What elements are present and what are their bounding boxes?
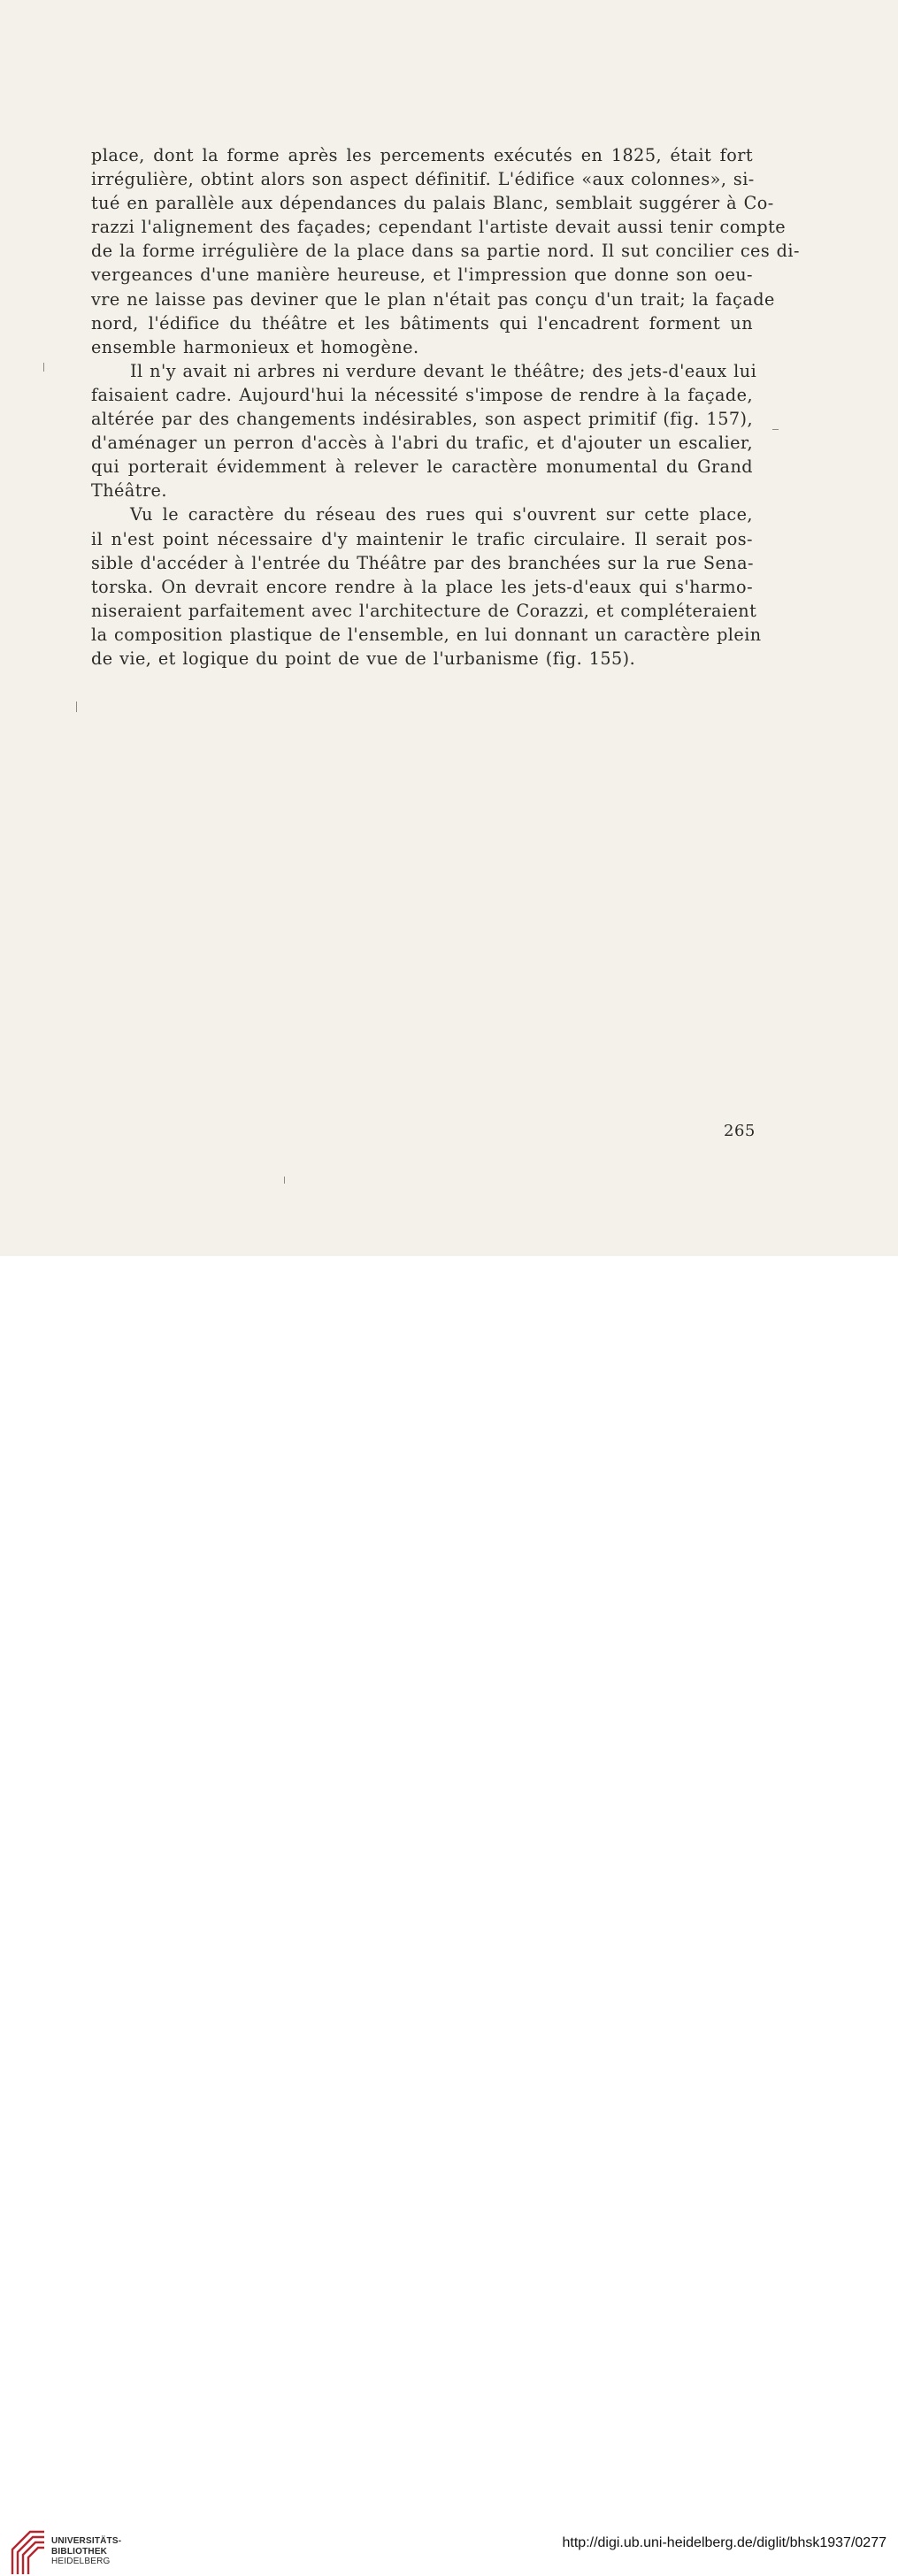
text-line: razzi l'alignement des façades; cependant l'artiste devait aussi tenir compte	[91, 217, 787, 238]
text-line: Théâtre.	[91, 480, 167, 502]
text-line: Il n'y avait ni arbres ni verdure devant le théâtre; des jets-d'eaux lui	[130, 360, 757, 381]
text-line: nord, l'édifice du théâtre et les bâtiments qui l'encadrent forment un	[91, 312, 753, 334]
text-line: place, dont la forme après les percements exécutés en 1825, était fort	[91, 145, 753, 165]
scan-mark	[76, 702, 77, 712]
text-line: vergeances d'une manière heureuse, et l'impression que donne son oeu-	[91, 264, 753, 286]
text-line: la composition plastique de l'ensemble, en lui donnant un caractère plein	[91, 624, 762, 645]
scanned-page	[0, 0, 898, 1256]
scan-mark	[284, 1177, 285, 1184]
library-name-line-2: BIBLIOTHEK	[51, 2546, 108, 2557]
library-name	[51, 2536, 121, 2567]
text-line: de la forme irrégulière de la place dans sa partie nord. Il sut concilier ces di-	[91, 241, 800, 262]
text-line: il n'est point nécessaire d'y maintenir le trafic circulaire. Il serait pos-	[91, 528, 753, 549]
text-line: faisaient cadre. Aujourd'hui la nécessité s'impose de rendre à la façade,	[91, 384, 753, 405]
page-url-link[interactable]: http://digi.ub.uni-heidelberg.de/diglit/bhsk1937/0277	[562, 2535, 886, 2550]
text-line: sible d'accéder à l'entrée du Théâtre par des branchées sur la rue Sena-	[91, 552, 754, 573]
viewer-footer	[0, 1256, 898, 2566]
text-line: altérée par des changements indésirables, son aspect primitif (fig. 157),	[91, 409, 753, 430]
text-line: niseraient parfaitement avec l'architecture de Corazzi, et compléteraient	[91, 600, 757, 621]
scan-mark	[772, 429, 779, 430]
text-line: vre ne laisse pas deviner que le plan n'était pas conçu d'un trait; la façade	[91, 288, 775, 310]
body-text	[91, 143, 800, 671]
text-line: irrégulière, obtint alors son aspect définitif. L'édifice «aux colonnes», si-	[91, 169, 755, 190]
text-line: tué en parallèle aux dépendances du palais Blanc, semblait suggérer à Co-	[91, 193, 774, 214]
library-name-line-3: HEIDELBERG	[51, 2557, 111, 2566]
scan-mark	[43, 363, 44, 372]
page-number: 265	[724, 1122, 756, 1140]
text-line: d'aménager un perron d'accès à l'abri du trafic, et d'ajouter un escalier,	[91, 433, 753, 454]
text-line: ensemble harmonieux et homogène.	[91, 336, 419, 357]
text-line: Vu le caractère du réseau des rues qui s'ouvrent sur cette place,	[130, 504, 753, 525]
library-name-line-1: UNIVERSITÄTS-	[51, 2536, 122, 2546]
text-line: de vie, et logique du point de vue de l'urbanisme (fig. 155).	[91, 648, 636, 669]
text-line: qui porterait évidemment à relever le caractère monumental du Grand	[91, 456, 753, 478]
text-line: torska. On devrait encore rendre à la place les jets-d'eaux qui s'harmo-	[91, 576, 753, 597]
university-library-logo-icon[interactable]	[11, 2530, 46, 2576]
